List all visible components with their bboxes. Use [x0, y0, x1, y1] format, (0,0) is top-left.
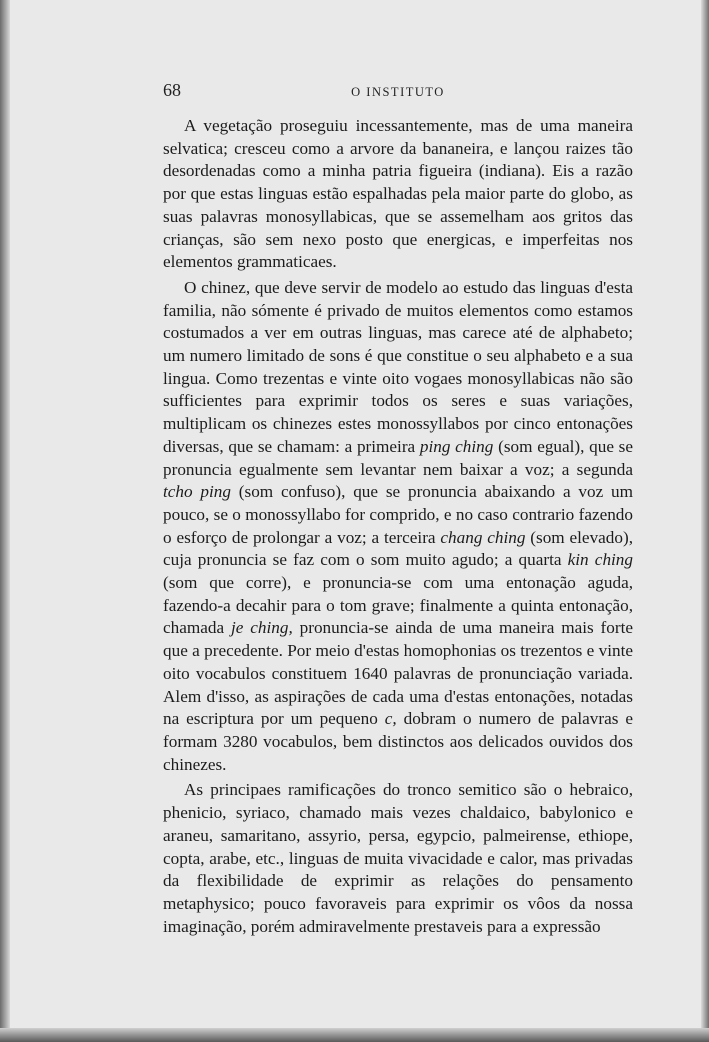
text-run: (som que corre), e pronuncia-se com uma entonação aguda, fazendo-a decahir para o tom grave; finalmente a quinta entonação, chamada [163, 573, 633, 638]
text-run: (som egual), que se pronuncia egualmente sem levantar nem baixar a voz; a segunda [163, 436, 633, 479]
italic-term: c, [384, 709, 397, 729]
body-text [163, 115, 633, 938]
text-run: O chinez, que deve servir de modelo ao estudo das linguas d'esta familia, não sómente é privado de muitos elementos como estamos costumados a ver em outras linguas, mas carece até de alphabeto; um numero limitado de sons é que constitue o seu alphabeto e a sua lingua. Como trezentas e vinte oito vogaes monosyllabicas não são sufficientes para exprimir todos os seres e suas variações, multiplicam os chinezes estes monossyllabos por cinco entonações diversas, que se chamam: a primeira [163, 277, 633, 456]
italic-term: je ching, [230, 618, 293, 638]
paragraph [163, 115, 633, 274]
text-run: As principaes ramificações do tronco semitico são o hebraico, phenicio, syriaco, chamado mais vezes chaldaico, babylonico e araneu, samaritano, assyrio, persa, egypcio, palmeirense, ethiope, copta, arabe, etc., linguas de muita vivacidade e calor, mas privadas da flexibilidade de exprimir as relações do pensamento metaphysico; pouco favoraveis para exprimir os vôos da nossa imaginação, porém admiravelmente prestaveis para a expressão [163, 780, 633, 936]
page-right-shadow [701, 0, 709, 1042]
page-left-shadow [0, 0, 10, 1042]
paragraph [163, 277, 633, 776]
page-bottom-shadow [0, 1028, 709, 1042]
italic-term: chang ching [440, 527, 526, 547]
text-run: dobram o numero de palavras e formam 3280 vocabulos, bem distinctos aos delicados ouvidos dos chinezes. [163, 709, 633, 774]
text-run: pronuncia-se ainda de uma maneira mais forte que a precedente. Por meio d'estas homophonias os trezentos e vinte oito vocabulos constituem 1640 palavras de pronunciação variada. Alem d'isso, as aspirações de cada uma d'estas entonações, notadas na escriptura por um pequeno [163, 618, 634, 729]
page-number: 68 [163, 80, 181, 100]
text-run: A vegetação proseguiu incessantemente, mas de uma maneira selvatica; cresceu como a arvore da bananeira, e lançou raizes tão desordenadas como a minha patria figueira (indiana). Eis a razão por que estas linguas estão espalhadas pela maior parte do globo, as suas palavras monosyllabicas, que se assemelham aos gritos das crianças, são sem nexo posto que energicas, e imperfeitas nos elementos grammaticaes. [163, 116, 633, 272]
italic-term: ping ching [419, 436, 494, 456]
italic-term: tcho ping [163, 482, 231, 502]
paragraph [163, 779, 633, 938]
page-header [163, 80, 633, 106]
text-run: (som confuso), que se pronuncia abaixando a voz um pouco, se o monossyllabo for comprido, e no caso contrario fazendo o esforço de prolongar a voz; a terceira [163, 482, 633, 547]
text-run: (som elevado), cuja pronuncia se faz com o som muito agudo; a quarta [163, 527, 633, 570]
running-title: O INSTITUTO [351, 85, 445, 99]
italic-term: kin ching [567, 550, 633, 570]
